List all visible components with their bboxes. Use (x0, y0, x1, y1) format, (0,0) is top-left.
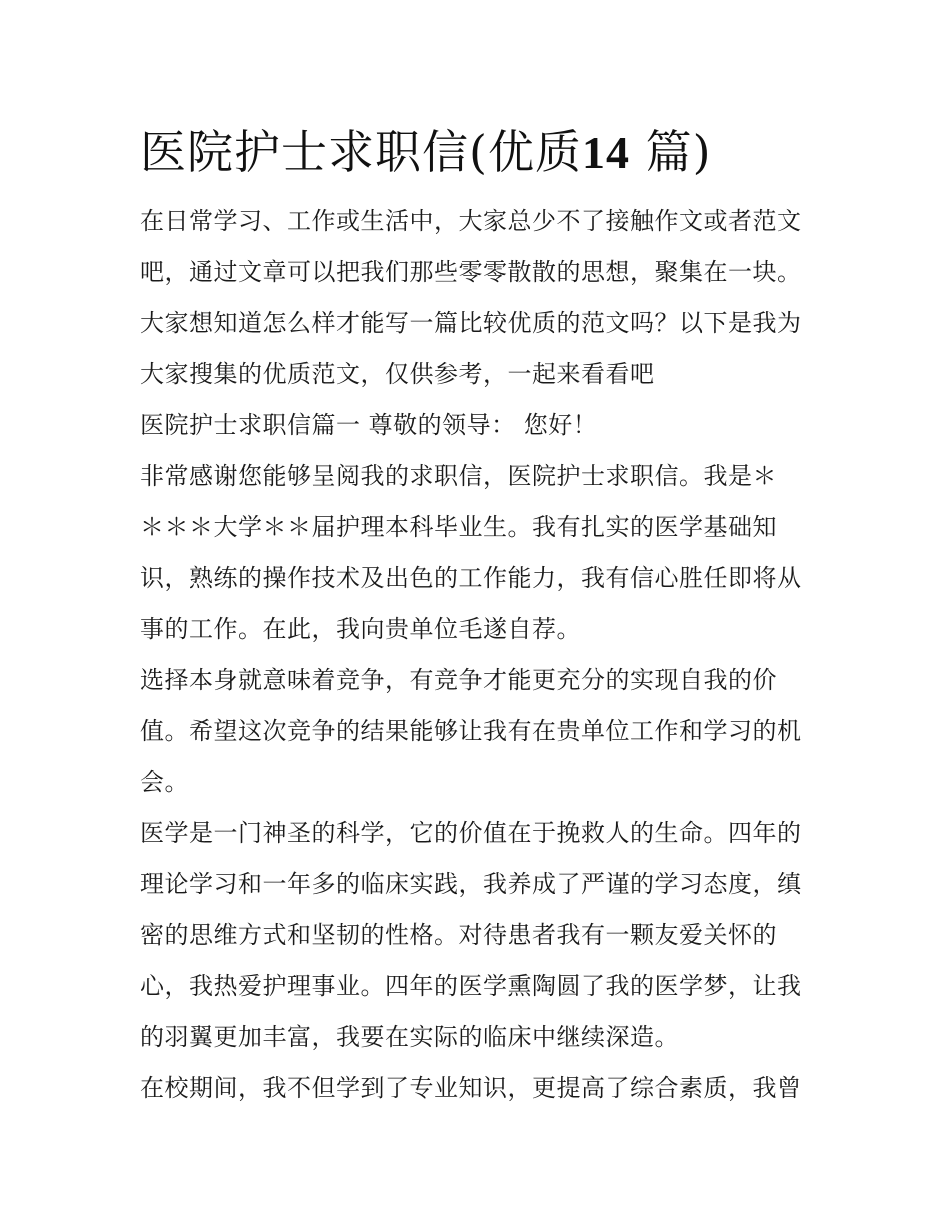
text-line: 选择本身就意味着竞争，有竞争才能更充分的实现自我的价 (140, 666, 777, 694)
text-line: 理论学习和一年多的临床实践，我养成了严谨的学习态度，缜 (140, 870, 802, 898)
text-line: 在校期间，我不但学到了专业知识，更提高了综合素质，我曾 (140, 1074, 802, 1102)
text-line: 会。 (140, 768, 189, 796)
text-line: 大家搜集的优质范文，仅供参考，一起来看看吧 (140, 360, 655, 388)
title-main: 医院护士求职信(优质 (140, 125, 582, 179)
text-line: 的羽翼更加丰富，我要在实际的临床中继续深造。 (140, 1023, 679, 1051)
text-line: 吧，通过文章可以把我们那些零零散散的思想，聚集在一块。 (140, 258, 802, 286)
text-line: 大家想知道怎么样才能写一篇比较优质的范文吗？以下是我为 (140, 309, 802, 337)
text-line: ＊＊＊大学＊＊届护理本科毕业生。我有扎实的医学基础知 (140, 513, 777, 541)
document-body (140, 196, 816, 1114)
text-line: 值。希望这次竞争的结果能够让我有在贵单位工作和学习的机 (140, 717, 802, 745)
text-line: 医学是一门神圣的科学，它的价值在于挽救人的生命。四年的 (140, 819, 802, 847)
text-line: 密的思维方式和坚韧的性格。对待患者我有一颗友爱关怀的 (140, 921, 777, 949)
text-line: 医院护士求职信篇一 尊敬的领导： 您好！ (140, 411, 598, 439)
text-line: 非常感谢您能够呈阅我的求职信，医院护士求职信。我是＊ (140, 462, 777, 490)
title-number: 14 (581, 127, 630, 178)
text-line: 在日常学习、工作或生活中，大家总少不了接触作文或者范文 (140, 207, 802, 235)
text-line: 事的工作。在此，我向贵单位毛遂自荐。 (140, 615, 581, 643)
title-tail: 篇) (645, 125, 712, 179)
text-line: 识，熟练的操作技术及出色的工作能力，我有信心胜任即将从 (140, 564, 802, 592)
document-title (140, 116, 712, 182)
text-line: 心，我热爱护理事业。四年的医学熏陶圆了我的医学梦，让我 (140, 972, 802, 1000)
